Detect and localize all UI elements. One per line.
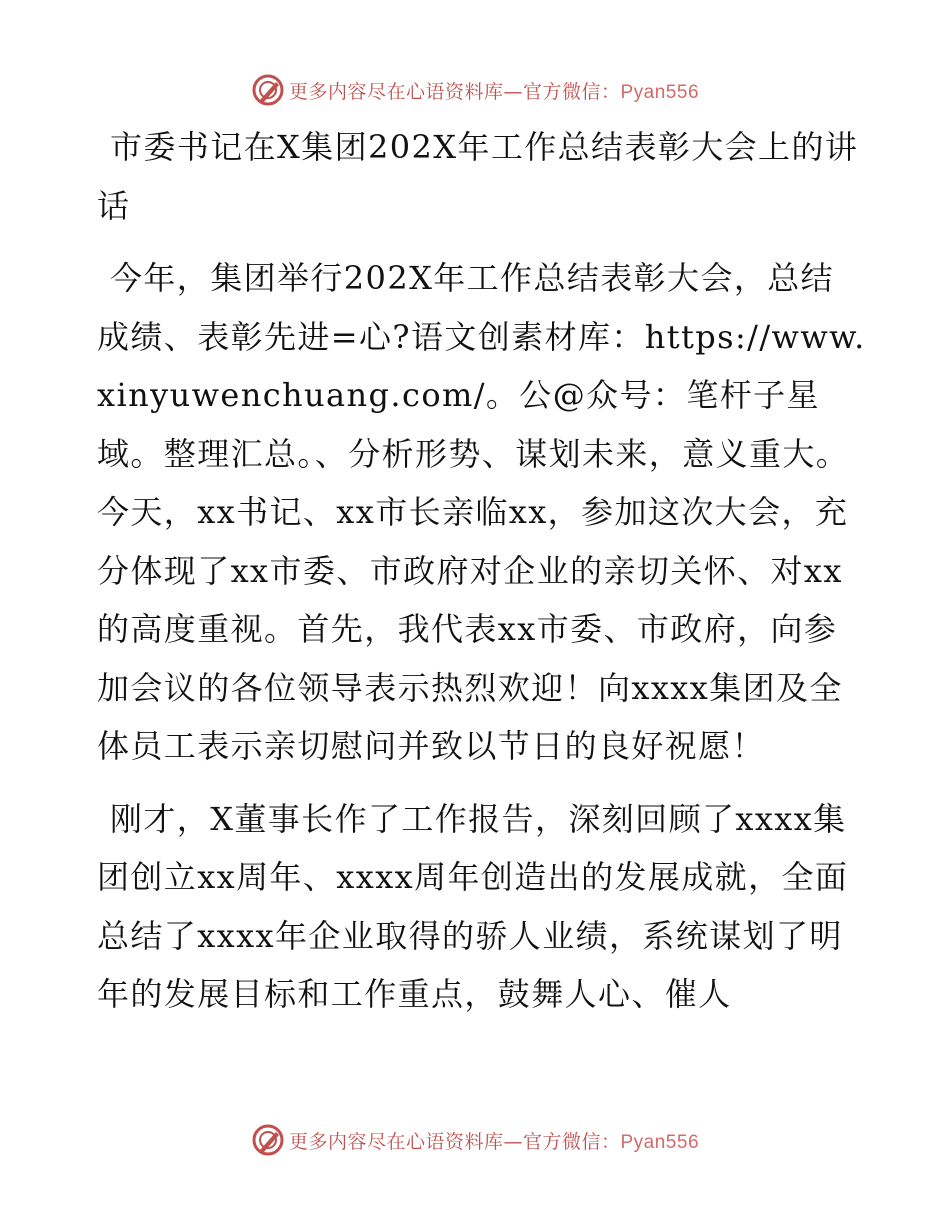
- paragraph-1: 今年，集团举行202X年工作总结表彰大会，总结成绩、表彰先进=心?语文创素材库：https://www.xinyuwenchuang.com/。公@众号：笔杆子星域。整理汇总。、分析形势、谋划未来，意义重大。今天，xx书记、xx市长亲临xx，参加这次大会，充分体现了xx市委、市政府对企业的亲切关怀、对xx的高度重视。首先，我代表xx市委、市政府，向参加会议的各位领导表示热烈欢迎！向xxxx集团及全体员工表示亲切慰问并致以节日的良好祝愿！: [97, 259, 866, 765]
- paragraph-2: 刚才，X董事长作了工作报告，深刻回顾了xxxx集团创立xx周年、xxxx周年创造出的发展成就，全面总结了xxxx年企业取得的骄人业绩，系统谋划了明年的发展目标和工作重点，鼓舞人心、催人: [97, 799, 849, 1013]
- wechat-id: Pyan556: [620, 1131, 700, 1153]
- pen-logo-icon: [251, 73, 285, 107]
- banner-text: 更多内容尽在心语资料库—官方微信：: [288, 80, 621, 103]
- footer-banner: [0, 1120, 950, 1160]
- document-body: [97, 118, 867, 1038]
- header-banner: [0, 70, 950, 110]
- pen-logo-icon: [251, 1123, 285, 1157]
- wechat-id: Pyan556: [620, 81, 700, 103]
- banner-text: 更多内容尽在心语资料库—官方微信：: [288, 1130, 621, 1153]
- document-title: 市委书记在X集团202X年工作总结表彰大会上的讲话: [97, 128, 859, 225]
